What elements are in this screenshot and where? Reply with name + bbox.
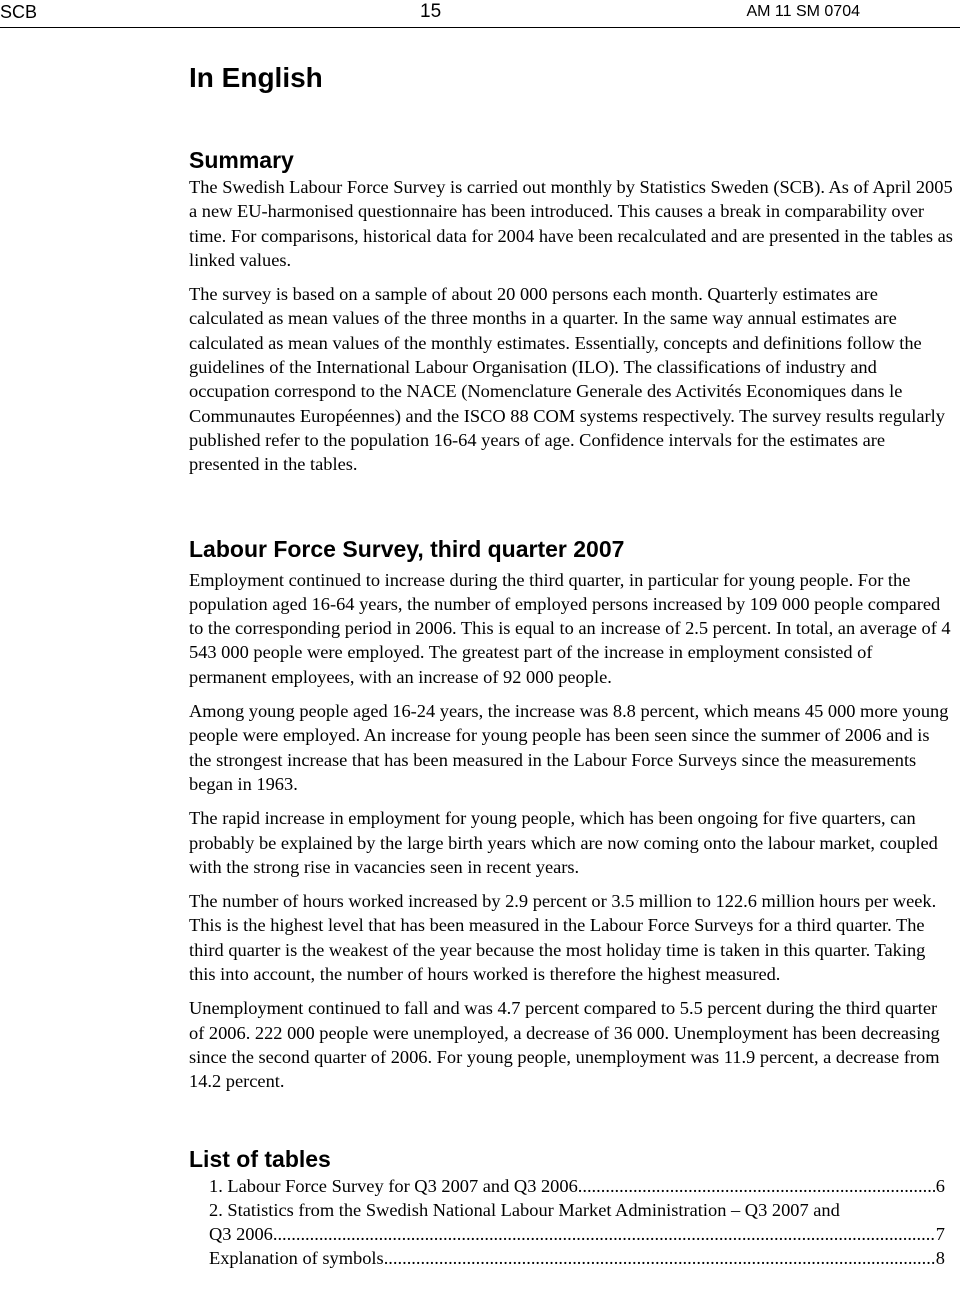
lfs-paragraph: Employment continued to increase during the third quarter, in particular for young people. For the population aged 16-64 years, the number of employed persons increased by 109 000 people compared to the corresponding period in 2006. This is equal to an increase of 2.5 percent. In total, an average of 4 543 000 people were employed. The greatest part of the increase in employment consisted of permanent employees, with an increase of 92 000 people. (189, 569, 951, 687)
toc-item[interactable] (209, 1174, 945, 1198)
toc-leader (273, 1222, 935, 1246)
page-title: In English (189, 62, 323, 93)
header-left-label: SCB (0, 2, 38, 22)
lfs-paragraph: The number of hours worked increased by 2.9 percent or 3.5 million to 122.6 million hours per week. This is the highest level that has been measured in the Labour Force Surveys for a third quarter. The third quarter is the weakest of the year because the most holiday time is taken in this quarter. Taking this into account, the number of hours worked is therefore the highest measured. (189, 891, 937, 985)
toc-item[interactable] (209, 1222, 945, 1246)
toc-item-page: 6 (935, 1175, 945, 1196)
header-rule (0, 27, 960, 28)
lfs-paragraph: The rapid increase in employment for young people, which has been ongoing for five quarters, can probably be explained by the large birth years which are now coming onto the labour market, coupled with the strong rise in vacancies seen in recent years. (189, 808, 938, 877)
toc-item-label: Explanation of symbols (209, 1248, 384, 1269)
toc-item[interactable] (209, 1246, 945, 1270)
toc-item-label-line1[interactable]: 2. Statistics from the Swedish National Labour Market Administration – Q3 2007 and (209, 1199, 840, 1220)
page-number: 15 (420, 1, 442, 22)
lfs-heading: Labour Force Survey, third quarter 2007 (189, 535, 625, 562)
lfs-paragraph: Unemployment continued to fall and was 4.7 percent compared to 5.5 percent during the third quarter of 2006. 222 000 people were unemployed, a decrease of 36 000. Unemployment has been decreasing since the second quarter of 2006. For young people, unemployment was 11.9 percent, a decrease from 14.2 percent. (189, 998, 940, 1092)
table-list (209, 1174, 945, 1271)
toc-item-label: 1. Labour Force Survey for Q3 2007 and Q3 2006 (209, 1175, 578, 1196)
summary-paragraph: The Swedish Labour Force Survey is carried out monthly by Statistics Sweden (SCB). As of April 2005 a new EU-harmonised questionnaire has been introduced. This causes a break in comparability over time. For comparisons, historical data for 2004 have been recalculated and are presented in the tables as linked values. (189, 177, 953, 270)
toc-leader (578, 1174, 935, 1198)
tables-heading: List of tables (189, 1145, 331, 1172)
toc-leader (384, 1246, 935, 1270)
summary-heading: Summary (189, 147, 294, 173)
toc-item-page: 7 (935, 1224, 945, 1245)
document-code: AM 11 SM 0704 (746, 3, 860, 20)
lfs-paragraph: Among young people aged 16-24 years, the increase was 8.8 percent, which means 45 000 more young people were employed. An increase for young people has been seen since the summer of 2006 and is the strongest increase that has been measured in the Labour Force Surveys since the measurements began in 1963. (189, 701, 949, 794)
page-content (189, 60, 953, 1271)
page-header (0, 0, 960, 26)
summary-paragraph: The survey is based on a sample of about 20 000 persons each month. Quarterly estimates are calculated as mean values of the three months in a quarter. In the same way annual estimates are calculated as mean values of the monthly estimates. Essentially, concepts and definitions follow the guidelines of the International Labour Organisation (ILO). The classifications of industry and occupation correspond to the NACE (Nomenclature Generale des Activités Economiques dans le Communautes Européennes) and the ISCO 88 COM systems respectively. The survey results regularly published refer to the population 16-64 years of age. Confidence intervals for the estimates are presented in the tables. (189, 284, 945, 475)
toc-item-page: 8 (935, 1248, 945, 1269)
toc-item-label: Q3 2006 (209, 1224, 273, 1245)
